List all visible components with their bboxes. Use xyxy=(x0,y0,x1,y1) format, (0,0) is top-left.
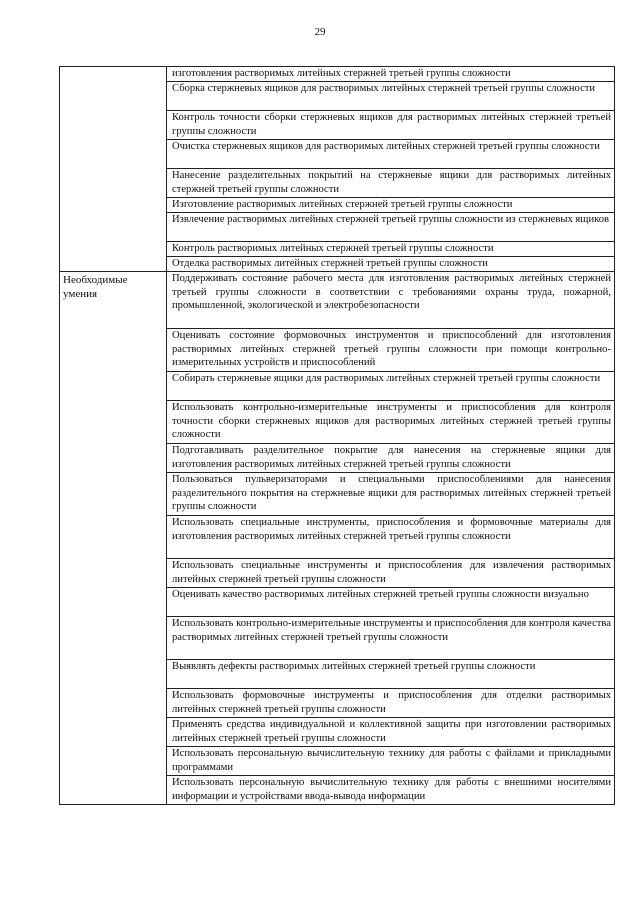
row-label-cell xyxy=(60,67,167,272)
page-number: 29 xyxy=(314,26,326,38)
list-item: Пользоваться пульверизаторами и специальными приспособлениями для нанесения разделительного покрытия на стержневые ящики для растворимых литейных стержней третьей группы сложности xyxy=(167,473,614,516)
list-item: Использовать специальные инструменты и приспособления для извлечения растворимых литейных стержней третьей группы сложности xyxy=(167,559,614,588)
list-item: Изготовление растворимых литейных стержней третьей группы сложности xyxy=(167,198,614,213)
list-item: Использовать персональную вычислительную технику для работы с внешними носителями информации и устройствами ввода-вывода информации xyxy=(172,777,611,802)
list-item: Использовать специальные инструменты, приспособления и формовочные материалы для изготовления растворимых литейных стержней третьей группы сложности xyxy=(167,516,614,559)
list-item: Применять средства индивидуальной и коллективной защиты при изготовлении растворимых литейных стержней третьей группы сложности xyxy=(167,718,614,747)
list-item: Использовать контрольно-измерительные инструменты и приспособления для контроля качества растворимых литейных стержней третьей группы сложности xyxy=(167,617,614,660)
list-item: Контроль точности сборки стержневых ящиков для растворимых литейных стержней третьей группы сложности xyxy=(167,111,614,140)
list-item: Использовать персональную вычислительную технику для работы с файлами и прикладными программами xyxy=(167,747,614,776)
list-item: Выявлять дефекты растворимых литейных стержней третьей группы сложности xyxy=(167,660,614,689)
table-row-actions xyxy=(60,67,615,272)
list-item: Поддерживать состояние рабочего места для изготовления растворимых литейных стержней третьей группы сложности в соответствии с требованиями охраны труда, пожарной, промышленной, экологической и электробезопасности xyxy=(167,272,614,329)
list-item: Очистка стержневых ящиков для растворимых литейных стержней третьей группы сложности xyxy=(167,140,614,169)
items-cell xyxy=(167,272,615,805)
row-label xyxy=(60,67,166,69)
list-item: Отделка растворимых литейных стержней третьей группы сложности xyxy=(172,258,488,269)
list-item: Извлечение растворимых литейных стержней третьей группы сложности из стержневых ящиков xyxy=(167,213,614,242)
list-item: Использовать контрольно-измерительные инструменты и приспособления для контроля точности сборки стержневых ящиков для растворимых литейных стержней третьей группы сложности xyxy=(167,401,614,444)
items-cell xyxy=(167,67,615,272)
list-item: Контроль растворимых литейных стержней третьей группы сложности xyxy=(167,242,614,257)
list-item: Использовать формовочные инструменты и приспособления для отделки растворимых литейных стержней третьей группы сложности xyxy=(167,689,614,718)
list-item: Собирать стержневые ящики для растворимых литейных стержней третьей группы сложности xyxy=(167,372,614,401)
list-item: изготовления растворимых литейных стержней третьей группы сложности xyxy=(167,67,614,82)
list-item: Оценивать состояние формовочных инструментов и приспособлений для изготовления растворимых литейных стержней третьей группы сложности при помощи контрольно-измерительных устройств и приспособлений xyxy=(167,329,614,372)
table-row-skills xyxy=(60,272,615,805)
list-item: Оценивать качество растворимых литейных стержней третьей группы сложности визуально xyxy=(167,588,614,617)
row-label-cell xyxy=(60,272,167,805)
standard-table xyxy=(59,66,615,805)
list-item: Сборка стержневых ящиков для растворимых литейных стержней третьей группы сложности xyxy=(167,82,614,111)
row-label: Необходимые умения xyxy=(63,274,128,300)
list-item: Нанесение разделительных покрытий на стержневые ящики для растворимых литейных стержней третьей группы сложности xyxy=(167,169,614,198)
list-item: Подготавливать разделительное покрытие для нанесения на стержневые ящики для изготовления растворимых литейных стержней третьей группы сложности xyxy=(167,444,614,473)
